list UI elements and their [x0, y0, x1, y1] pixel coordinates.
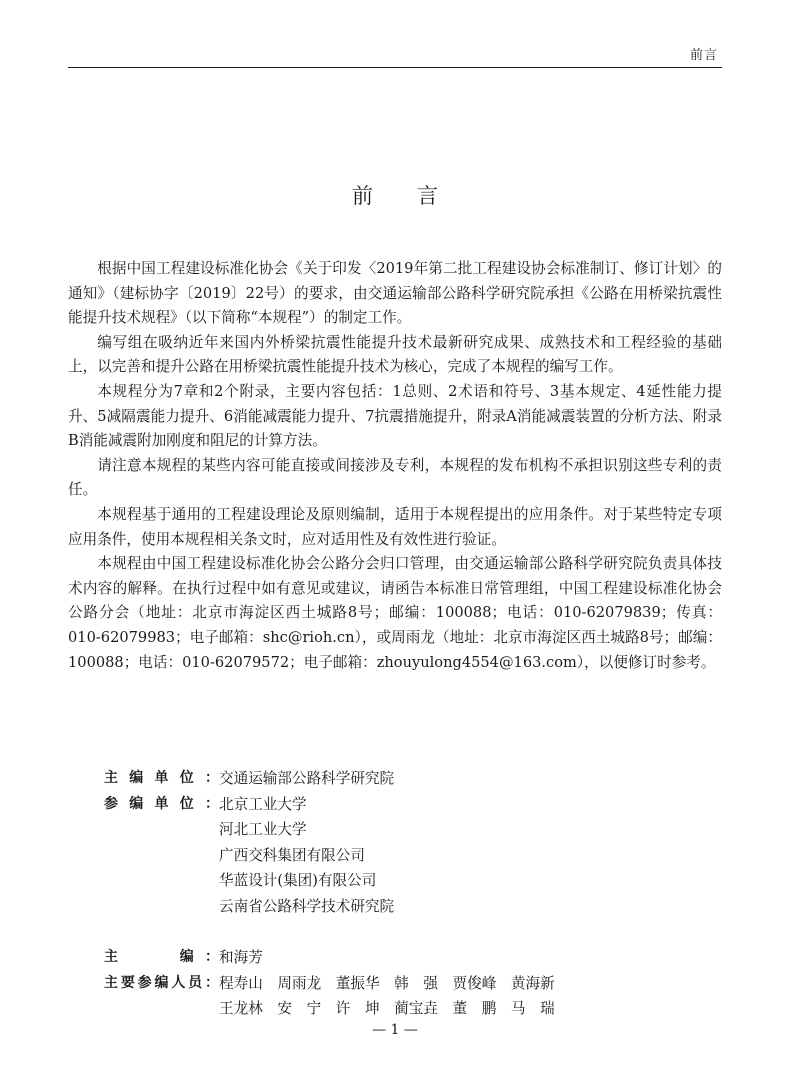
main-editors-row	[104, 971, 555, 1022]
preface-body	[68, 257, 722, 675]
page-number: — 1 —	[372, 1022, 418, 1038]
participating-unit: 云南省公路科学技术研究院	[219, 897, 395, 915]
paragraph-3: 本规程分为7章和2个附录，主要内容包括：1总则、2术语和符号、3基本规定、4延性能力提升、5减隔震能力提升、6消能减震能力提升、7抗震措施提升，附录A消能减震装置的分析方法、附录B消能减震附加刚度和阻尼的计算方法。	[68, 382, 722, 450]
chief-editor-label: 主 编：	[104, 949, 219, 965]
participating-unit: 北京工业大学	[219, 795, 307, 813]
credits-section	[104, 766, 555, 1022]
running-head: 前言	[689, 48, 718, 63]
chief-editor: 和海芳	[219, 949, 263, 966]
participating-unit: 华蓝设计(集团)有限公司	[219, 872, 377, 889]
chief-unit-row	[104, 766, 555, 792]
paragraph-6: 本规程由中国工程建设标准化协会公路分会归口管理，由交通运输部公路科学研究院负责具体技术内容的解释。在执行过程中如有意见或建议，请函告本标准日常管理组，中国工程建设标准化协会公路分会（地址：北京市海淀区西土城路8号；邮编：100088；电话：010-62079839；传真：010-62079983；电子邮箱：shc@rioh.cn），或周雨龙（地址：北京市海淀区西土城路8号；邮编：100088；电话：010-62079572；电子邮箱：zhouyulong4554@163.com），以便修订时参考。	[68, 555, 722, 671]
chief-editor-row	[104, 945, 555, 971]
chief-unit: 交通运输部公路科学研究院	[219, 770, 395, 787]
main-editors-line: 程寿山 周雨龙 董振华 韩 强 贾俊峰 黄海新	[219, 974, 555, 992]
participating-unit: 广西交科集团有限公司	[219, 846, 365, 864]
paragraph-5: 本规程基于通用的工程建设理论及原则编制，适用于本规程提出的应用条件。对于某些特定专项应用条件，使用本规程相关条文时，应对适用性及有效性进行验证。	[68, 505, 722, 548]
participating-units-row	[104, 792, 555, 920]
credits-spacer	[104, 919, 555, 945]
main-editors-label: 主要参编人员：	[104, 974, 219, 991]
header-rule	[68, 67, 722, 68]
paragraph-4: 请注意本规程的某些内容可能直接或间接涉及专利，本规程的发布机构不承担识别这些专利的责任。	[68, 456, 722, 499]
participating-units-label: 参编单位：	[104, 795, 219, 812]
main-editors-line: 王龙林 安 宁 许 坤 蔺宝垚 董 鹏 马 瑞	[219, 1000, 555, 1017]
participating-unit: 河北工业大学	[219, 821, 307, 838]
paragraph-2: 编写组在吸纳近年来国内外桥梁抗震性能提升技术最新研究成果、成熟技术和工程经验的基础上，以完善和提升公路在用桥梁抗震性能提升技术为核心，完成了本规程的编写工作。	[68, 333, 722, 376]
participating-units-list	[219, 792, 394, 920]
chief-unit-label: 主编单位：	[104, 770, 219, 786]
paragraph-1: 根据中国工程建设标准化协会《关于印发〈2019年第二批工程建设协会标准制订、修订计划〉的通知》（建标协字〔2019〕22号）的要求，由交通运输部公路科学研究院承担《公路在用桥梁抗震性能提升技术规程》（以下简称“本规程”）的制定工作。	[68, 260, 722, 327]
page-title: 前言	[352, 184, 482, 208]
main-editors-list	[219, 971, 555, 1022]
